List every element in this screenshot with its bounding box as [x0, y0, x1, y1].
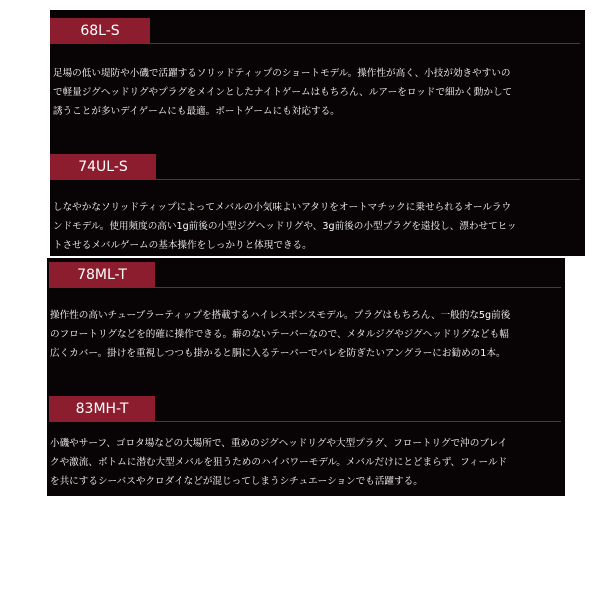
model-tab-83mh-t: 83MH-T — [49, 396, 155, 422]
section-divider — [50, 179, 580, 180]
description-line: で軽量ジグヘッドリグやプラグをメインとしたナイトゲームはもちろん、ルアーをロッドで細かく動かして — [53, 87, 513, 98]
description-line: クや激流、ボトムに潜む大型メバルを狙うためのハイパワーモデル。メバルだけにとどまらず、フィールド — [50, 457, 508, 468]
model-tab-68l-s: 68L-S — [50, 18, 150, 44]
description-line: 足場の低い堤防や小磯で活躍するソリッドティップのショートモデル。操作性が高く、小技が効きやすいの — [53, 68, 511, 79]
model-tab-78ml-t: 78ML-T — [49, 262, 155, 288]
description-line: を共にするシーバスやクロダイなどが混じってしまうシチュエーションでも活躍する。 — [50, 476, 423, 487]
model-description-83mh-t — [50, 434, 507, 491]
description-line: トさせるメバルゲームの基本操作をしっかりと体現できる。 — [53, 240, 312, 251]
model-description-74ul-s — [53, 198, 517, 255]
model-description-68l-s — [53, 64, 512, 121]
spec-panel-top — [50, 10, 585, 256]
section-divider — [49, 287, 561, 288]
description-line: 操作性の高いチューブラーティップを搭載するハイレスポンスモデル。プラグはもちろん、一般的な5g前後 — [50, 310, 511, 321]
model-tab-74ul-s: 74UL-S — [50, 154, 156, 180]
model-description-78ml-t — [50, 306, 510, 363]
description-line: しなやかなソリッドティップによってメバルの小気味よいアタリをオートマチックに乗せられるオールラウ — [53, 202, 512, 213]
description-line: 小磯やサーフ、ゴロタ場などの大場所で、重めのジグヘッドリグや大型プラグ、フロートリグで沖のブレイ — [50, 438, 508, 449]
description-line: のフロートリグなどを的確に操作できる。癖のないテーパーなので、メタルジグやジグヘッドリグなども幅 — [50, 329, 509, 340]
section-divider — [50, 43, 580, 44]
spec-panel-bottom — [47, 258, 565, 496]
description-line: 広くカバー。掛けを重視しつつも掛かると胴に入るテーパーでバレを防ぎたいアングラーにお勧めの1本。 — [50, 348, 506, 359]
section-divider — [49, 421, 561, 422]
description-line: 誘うことが多いデイゲームにも最適。ボートゲームにも対応する。 — [53, 106, 340, 117]
description-line: ンドモデル。使用頻度の高い1g前後の小型ジグヘッドリグや、3g前後の小型プラグを遠投し、漂わせてヒッ — [53, 221, 517, 232]
